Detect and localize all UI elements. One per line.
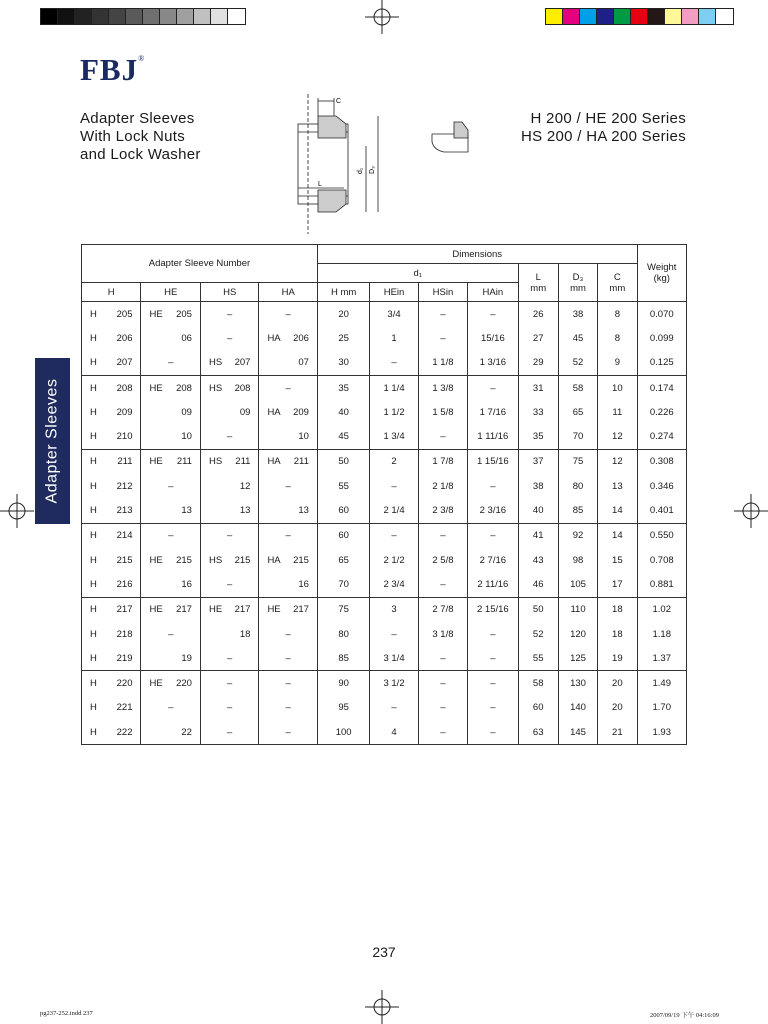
table-row: [82, 523, 687, 548]
cell-h-mm: 55: [317, 474, 369, 498]
table-row: [82, 498, 687, 523]
cell-hs-in: –: [418, 424, 467, 449]
cell-c: 14: [598, 498, 637, 523]
header-weight: Weight (kg): [637, 245, 687, 302]
cell-hs-in: –: [418, 671, 467, 696]
cell-he-number: HE 205: [141, 302, 200, 327]
cell-weight: 0.346: [637, 474, 687, 498]
cell-c: 8: [598, 326, 637, 350]
cell-l: 29: [518, 351, 558, 376]
cell-he-number: HE 208: [141, 375, 200, 400]
gray-scale-bar: [40, 8, 246, 25]
cell-he-number: –: [141, 351, 200, 376]
cell-h-mm: 45: [317, 424, 369, 449]
cell-c: 14: [598, 523, 637, 548]
color-swatch: [597, 9, 614, 24]
cell-ha-in: –: [468, 302, 518, 327]
cell-c: 17: [598, 572, 637, 597]
cell-c: 11: [598, 400, 637, 424]
cell-he-in: –: [370, 474, 418, 498]
cell-hs-in: –: [418, 696, 467, 720]
print-slug-file: pg237-252.indd 237: [40, 1010, 93, 1017]
header-hs-in: HSin: [418, 283, 467, 302]
header-d3: D₃ mm: [558, 264, 597, 302]
registration-mark-right-icon: [734, 494, 768, 528]
cell-ha-in: –: [468, 720, 518, 745]
cell-h-number: H 216: [82, 572, 141, 597]
cell-h-mm: 25: [317, 326, 369, 350]
gray-swatch: [109, 9, 126, 24]
color-bar: [545, 8, 734, 25]
cell-h-mm: 100: [317, 720, 369, 745]
cell-hs-number: –: [200, 646, 258, 671]
gray-swatch: [41, 9, 58, 24]
cell-h-mm: 95: [317, 696, 369, 720]
color-swatch: [716, 9, 733, 24]
sleeve-cross-section-diagram: [288, 94, 388, 236]
cell-d3: 38: [558, 302, 597, 327]
cell-hs-in: –: [418, 720, 467, 745]
cell-l: 35: [518, 424, 558, 449]
cell-l: 60: [518, 696, 558, 720]
cell-hs-number: –: [200, 523, 258, 548]
cell-c: 19: [598, 646, 637, 671]
diagram-label-c: C: [336, 98, 342, 105]
cell-d3: 85: [558, 498, 597, 523]
cell-h-mm: 85: [317, 646, 369, 671]
cell-c: 18: [598, 597, 637, 622]
table-row: [82, 424, 687, 449]
header-ha: HA: [259, 283, 317, 302]
cell-hs-in: 2 5/8: [418, 548, 467, 572]
cell-ha-number: 16: [259, 572, 317, 597]
cell-ha-number: HE 217: [259, 597, 317, 622]
header-h: H: [82, 283, 141, 302]
cell-ha-number: –: [259, 474, 317, 498]
gray-swatch: [194, 9, 211, 24]
cell-d3: 130: [558, 671, 597, 696]
cell-weight: 0.274: [637, 424, 687, 449]
cell-he-number: HE 220: [141, 671, 200, 696]
cell-hs-in: 1 5/8: [418, 400, 467, 424]
cell-h-mm: 70: [317, 572, 369, 597]
cell-d3: 120: [558, 622, 597, 646]
cell-d3: 65: [558, 400, 597, 424]
cell-ha-in: 2 7/16: [468, 548, 518, 572]
print-slug-date: 2007/09/19 下午 04:16:09: [650, 1012, 719, 1019]
cell-c: 18: [598, 622, 637, 646]
cell-h-mm: 30: [317, 351, 369, 376]
cell-ha-number: –: [259, 375, 317, 400]
cell-weight: 0.125: [637, 351, 687, 376]
cell-ha-in: 1 15/16: [468, 449, 518, 474]
cell-weight: 1.93: [637, 720, 687, 745]
cell-he-number: –: [141, 622, 200, 646]
cell-h-mm: 90: [317, 671, 369, 696]
cell-ha-in: –: [468, 474, 518, 498]
cell-h-number: H 208: [82, 375, 141, 400]
color-swatch: [665, 9, 682, 24]
gray-swatch: [92, 9, 109, 24]
cell-hs-number: 09: [200, 400, 258, 424]
cell-d3: 58: [558, 375, 597, 400]
lock-washer-diagram: [430, 116, 472, 156]
cell-d3: 145: [558, 720, 597, 745]
product-title: [80, 110, 201, 164]
cell-l: 38: [518, 474, 558, 498]
registration-mark-left-icon: [0, 494, 34, 528]
cell-he-number: –: [141, 523, 200, 548]
gray-swatch: [58, 9, 75, 24]
cell-l: 26: [518, 302, 558, 327]
table-row: [82, 548, 687, 572]
cell-he-number: –: [141, 474, 200, 498]
cell-h-mm: 35: [317, 375, 369, 400]
section-side-tab: [35, 358, 70, 524]
cell-hs-number: 12: [200, 474, 258, 498]
cell-c: 21: [598, 720, 637, 745]
cell-hs-in: 1 3/8: [418, 375, 467, 400]
cell-hs-number: HS 215: [200, 548, 258, 572]
diagram-label-l: L: [318, 181, 322, 188]
cell-d3: 75: [558, 449, 597, 474]
table-row: [82, 326, 687, 350]
header-dimensions: Dimensions: [317, 245, 637, 264]
cell-he-number: 06: [141, 326, 200, 350]
cell-he-in: –: [370, 622, 418, 646]
product-title-line: Adapter Sleeves: [80, 110, 195, 127]
cell-h-mm: 20: [317, 302, 369, 327]
cell-l: 63: [518, 720, 558, 745]
cell-l: 33: [518, 400, 558, 424]
cell-weight: 1.37: [637, 646, 687, 671]
cell-l: 58: [518, 671, 558, 696]
cell-he-number: 13: [141, 498, 200, 523]
cell-he-in: –: [370, 351, 418, 376]
cell-d3: 70: [558, 424, 597, 449]
cell-c: 12: [598, 424, 637, 449]
cell-h-mm: 75: [317, 597, 369, 622]
registration-mark-top-icon: [365, 0, 399, 34]
table-row: [82, 622, 687, 646]
cell-hs-number: –: [200, 326, 258, 350]
cell-hs-in: –: [418, 523, 467, 548]
cell-ha-number: HA 215: [259, 548, 317, 572]
cell-h-number: H 211: [82, 449, 141, 474]
cell-he-number: 19: [141, 646, 200, 671]
color-swatch: [614, 9, 631, 24]
cell-ha-in: 2 15/16: [468, 597, 518, 622]
gray-swatch: [126, 9, 143, 24]
series-title-line: H 200 / HE 200 Series: [530, 110, 686, 127]
cell-l: 41: [518, 523, 558, 548]
cell-ha-in: 1 11/16: [468, 424, 518, 449]
cell-hs-in: 3 1/8: [418, 622, 467, 646]
cell-hs-in: –: [418, 572, 467, 597]
cell-ha-in: 2 3/16: [468, 498, 518, 523]
cell-h-number: H 214: [82, 523, 141, 548]
product-title-line: and Lock Washer: [80, 146, 201, 163]
cell-d3: 45: [558, 326, 597, 350]
header-l: L mm: [518, 264, 558, 302]
cell-h-number: H 206: [82, 326, 141, 350]
cell-l: 52: [518, 622, 558, 646]
header-he-in: HEin: [370, 283, 418, 302]
cell-he-in: 3 1/2: [370, 671, 418, 696]
cell-c: 10: [598, 375, 637, 400]
header-hs: HS: [200, 283, 258, 302]
cell-l: 46: [518, 572, 558, 597]
cell-l: 27: [518, 326, 558, 350]
cell-l: 40: [518, 498, 558, 523]
color-swatch: [682, 9, 699, 24]
table-row: [82, 351, 687, 376]
page-number: 237: [372, 944, 396, 960]
cell-ha-number: HA 206: [259, 326, 317, 350]
cell-hs-number: HE 217: [200, 597, 258, 622]
cell-he-in: 1: [370, 326, 418, 350]
gray-swatch: [75, 9, 92, 24]
cell-hs-number: –: [200, 572, 258, 597]
color-swatch: [648, 9, 665, 24]
table-row: [82, 302, 687, 327]
cell-d3: 80: [558, 474, 597, 498]
cell-c: 9: [598, 351, 637, 376]
cell-h-mm: 65: [317, 548, 369, 572]
cell-d3: 105: [558, 572, 597, 597]
cell-he-in: 1 3/4: [370, 424, 418, 449]
color-swatch: [699, 9, 716, 24]
cell-he-in: –: [370, 696, 418, 720]
color-swatch: [631, 9, 648, 24]
table-row: [82, 671, 687, 696]
cell-ha-in: –: [468, 622, 518, 646]
cell-h-mm: 50: [317, 449, 369, 474]
table-row: [82, 720, 687, 745]
cell-ha-number: HA 209: [259, 400, 317, 424]
cell-weight: 1.18: [637, 622, 687, 646]
cell-d3: 98: [558, 548, 597, 572]
cell-hs-in: –: [418, 326, 467, 350]
cell-he-number: HE 211: [141, 449, 200, 474]
cell-ha-in: 1 3/16: [468, 351, 518, 376]
diagram-label-d1: d₁: [357, 167, 364, 174]
cell-he-in: 3 1/4: [370, 646, 418, 671]
cell-h-number: H 212: [82, 474, 141, 498]
cell-hs-number: –: [200, 302, 258, 327]
cell-weight: 0.226: [637, 400, 687, 424]
cell-hs-number: 18: [200, 622, 258, 646]
series-title-line: HS 200 / HA 200 Series: [520, 128, 686, 145]
cell-h-number: H 222: [82, 720, 141, 745]
cell-he-in: 3: [370, 597, 418, 622]
dimensions-table: [81, 244, 687, 745]
cell-d3: 140: [558, 696, 597, 720]
cell-c: 12: [598, 449, 637, 474]
cell-h-number: H 207: [82, 351, 141, 376]
cell-c: 20: [598, 671, 637, 696]
registration-mark-bottom-icon: [365, 990, 399, 1024]
cell-d3: 52: [558, 351, 597, 376]
table-row: [82, 449, 687, 474]
cell-he-number: 09: [141, 400, 200, 424]
cell-hs-number: HS 207: [200, 351, 258, 376]
cell-l: 31: [518, 375, 558, 400]
cell-ha-number: –: [259, 671, 317, 696]
cell-l: 37: [518, 449, 558, 474]
cell-he-in: 2 1/4: [370, 498, 418, 523]
cell-h-number: H 218: [82, 622, 141, 646]
cell-hs-number: HS 211: [200, 449, 258, 474]
cell-h-number: H 217: [82, 597, 141, 622]
diagram-label-d3: D₃: [369, 166, 376, 174]
product-title-line: With Lock Nuts: [80, 128, 186, 145]
cell-weight: 0.550: [637, 523, 687, 548]
gray-swatch: [143, 9, 160, 24]
cell-hs-in: –: [418, 302, 467, 327]
cell-d3: 125: [558, 646, 597, 671]
cell-he-number: HE 215: [141, 548, 200, 572]
cell-ha-in: –: [468, 671, 518, 696]
cell-h-mm: 80: [317, 622, 369, 646]
table-row: [82, 572, 687, 597]
color-swatch: [580, 9, 597, 24]
cell-ha-in: –: [468, 696, 518, 720]
gray-swatch: [211, 9, 228, 24]
gray-swatch: [228, 9, 245, 24]
cell-he-in: 1 1/2: [370, 400, 418, 424]
header-he: HE: [141, 283, 200, 302]
header-sleeve-number: Adapter Sleeve Number: [82, 245, 318, 283]
header-d1: d₁: [317, 264, 518, 283]
header-c: C mm: [598, 264, 637, 302]
cell-ha-number: –: [259, 696, 317, 720]
cell-he-number: 22: [141, 720, 200, 745]
cell-hs-in: 1 1/8: [418, 351, 467, 376]
cell-ha-in: –: [468, 375, 518, 400]
cell-l: 43: [518, 548, 558, 572]
gray-swatch: [177, 9, 194, 24]
cell-he-in: –: [370, 523, 418, 548]
cell-l: 55: [518, 646, 558, 671]
cell-he-number: 16: [141, 572, 200, 597]
cell-ha-in: –: [468, 646, 518, 671]
cell-h-number: H 221: [82, 696, 141, 720]
cell-ha-in: 2 11/16: [468, 572, 518, 597]
cell-ha-number: –: [259, 646, 317, 671]
cell-hs-number: –: [200, 671, 258, 696]
header-ha-in: HAin: [468, 283, 518, 302]
cell-h-mm: 60: [317, 523, 369, 548]
cell-ha-number: –: [259, 302, 317, 327]
cell-ha-number: –: [259, 622, 317, 646]
cell-h-mm: 60: [317, 498, 369, 523]
cell-c: 8: [598, 302, 637, 327]
table-row: [82, 474, 687, 498]
cell-c: 20: [598, 696, 637, 720]
cell-ha-number: 10: [259, 424, 317, 449]
fbj-logo: FBJ®: [80, 52, 146, 87]
cell-weight: 0.099: [637, 326, 687, 350]
cell-he-number: 10: [141, 424, 200, 449]
cell-ha-in: –: [468, 523, 518, 548]
cell-he-in: 1 1/4: [370, 375, 418, 400]
cell-h-number: H 210: [82, 424, 141, 449]
cell-h-number: H 209: [82, 400, 141, 424]
cell-h-number: H 213: [82, 498, 141, 523]
cell-hs-number: –: [200, 720, 258, 745]
cell-ha-in: 15/16: [468, 326, 518, 350]
cell-weight: 0.881: [637, 572, 687, 597]
cell-he-number: –: [141, 696, 200, 720]
cell-he-in: 4: [370, 720, 418, 745]
side-tab-label: Adapter Sleeves: [43, 378, 61, 504]
cell-hs-in: 1 7/8: [418, 449, 467, 474]
cell-ha-in: 1 7/16: [468, 400, 518, 424]
cell-weight: 0.708: [637, 548, 687, 572]
cell-d3: 92: [558, 523, 597, 548]
cell-c: 13: [598, 474, 637, 498]
cell-weight: 0.308: [637, 449, 687, 474]
cell-weight: 0.401: [637, 498, 687, 523]
table-row: [82, 646, 687, 671]
color-swatch: [546, 9, 563, 24]
header-h-mm: H mm: [317, 283, 369, 302]
cell-ha-number: –: [259, 720, 317, 745]
cell-weight: 0.174: [637, 375, 687, 400]
color-swatch: [563, 9, 580, 24]
cell-he-in: 2: [370, 449, 418, 474]
table-row: [82, 696, 687, 720]
cell-h-number: H 220: [82, 671, 141, 696]
cell-h-number: H 215: [82, 548, 141, 572]
cell-weight: 0.070: [637, 302, 687, 327]
cell-h-mm: 40: [317, 400, 369, 424]
cell-d3: 110: [558, 597, 597, 622]
cell-hs-number: –: [200, 424, 258, 449]
cell-he-number: HE 217: [141, 597, 200, 622]
table-row: [82, 400, 687, 424]
cell-he-in: 2 3/4: [370, 572, 418, 597]
cell-hs-number: HS 208: [200, 375, 258, 400]
cell-hs-in: 2 1/8: [418, 474, 467, 498]
cell-weight: 1.70: [637, 696, 687, 720]
cell-l: 50: [518, 597, 558, 622]
cell-weight: 1.02: [637, 597, 687, 622]
cell-h-number: H 219: [82, 646, 141, 671]
cell-hs-in: –: [418, 646, 467, 671]
cell-hs-in: 2 3/8: [418, 498, 467, 523]
cell-he-in: 2 1/2: [370, 548, 418, 572]
cell-hs-number: 13: [200, 498, 258, 523]
cell-c: 15: [598, 548, 637, 572]
cell-hs-in: 2 7/8: [418, 597, 467, 622]
table-row: [82, 375, 687, 400]
cell-h-number: H 205: [82, 302, 141, 327]
series-title: [521, 110, 686, 146]
cell-he-in: 3/4: [370, 302, 418, 327]
cell-ha-number: 13: [259, 498, 317, 523]
cell-ha-number: 07: [259, 351, 317, 376]
cell-hs-number: –: [200, 696, 258, 720]
cell-weight: 1.49: [637, 671, 687, 696]
gray-swatch: [160, 9, 177, 24]
table-row: [82, 597, 687, 622]
cell-ha-number: –: [259, 523, 317, 548]
cell-ha-number: HA 211: [259, 449, 317, 474]
